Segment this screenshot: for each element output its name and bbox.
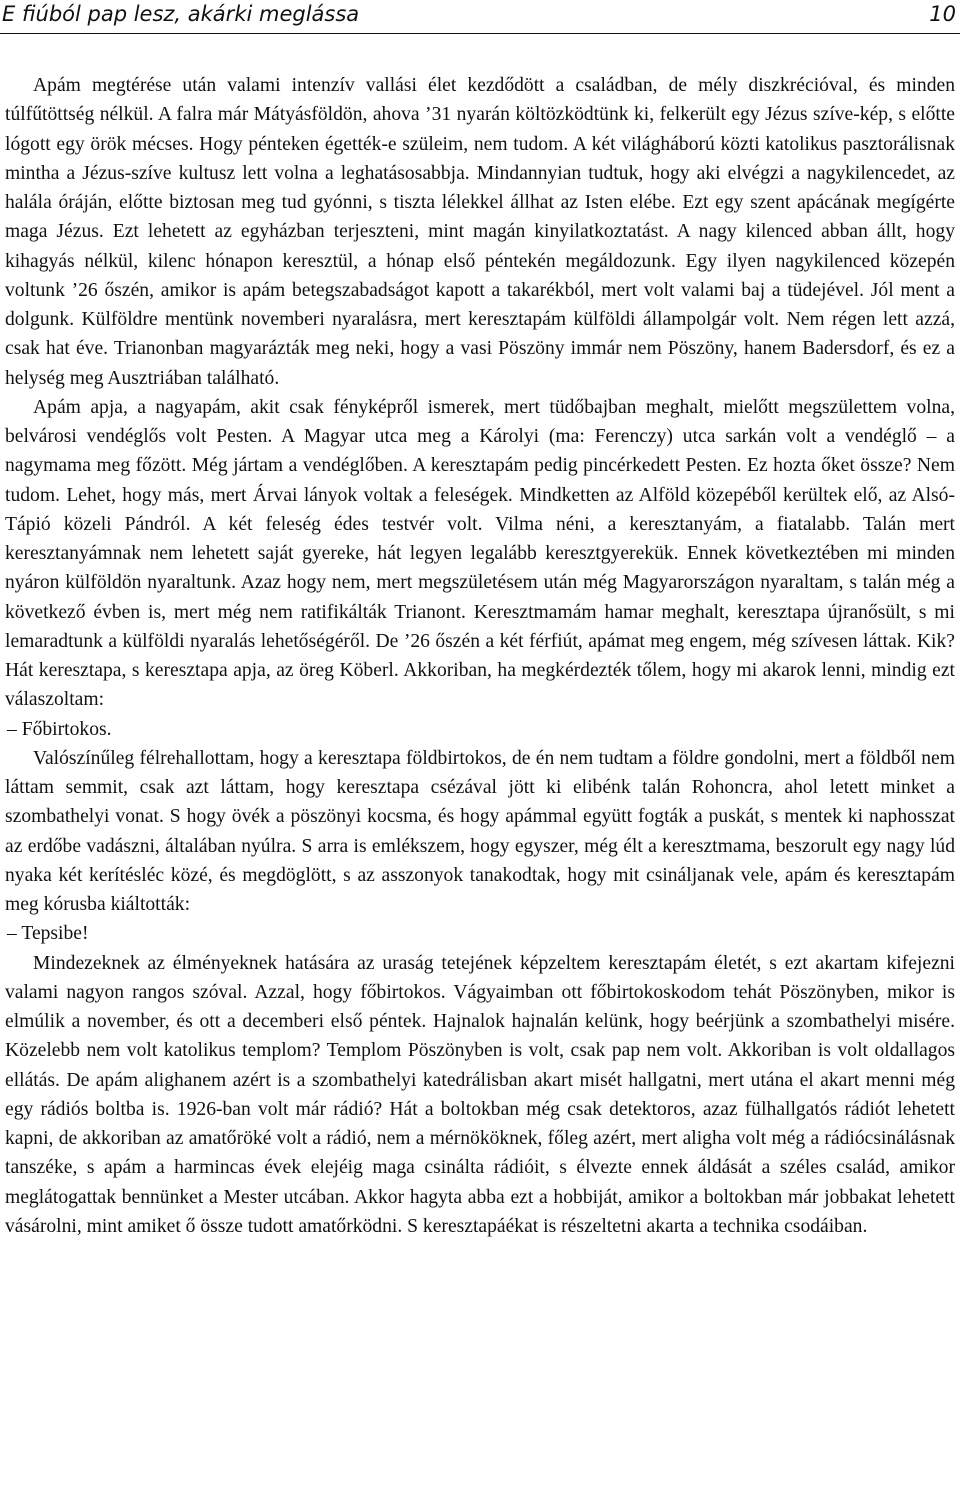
header-divider	[0, 33, 960, 34]
paragraph: Valószínűleg félrehallottam, hogy a keresztapa földbirtokos, de én nem tudtam a földre gondolni, mert a földből nem láttam semmit, csak azt láttam, hogy keresztapa csézával jött ki elibénk talán Rohoncra, ahol letett minket a szombathelyi vonat. S hogy övék a pöszönyi kocsma, és hogy apámmal együtt fogták a puskát, s mentek ki naphosszat az erdőbe vadászni, általában nyúlra. S arra is emlékszem, hogy egyszer, még élt a keresztmama, beszorult egy nagy lúd nyaka két kerítésléc közé, és megdöglött, s az asszonyok tanakodtak, hogy mit csináljanak vele, apám és keresztapám meg kórusba kiáltották:	[5, 747, 955, 915]
paragraph: Mindezeknek az élményeknek hatására az uraság tetejének képzeltem keresztapám életét, s ezt akartam kifejezni valami nagyon rangos szóval. Azzal, hogy főbirtokos. Vágyaimban ott főbirtokoskodom tehát Pöszönyben, mikor is elmúlik a november, és ott a decemberi első péntek. Hajnalok hajnalán kelünk, hogy beérjünk a szombathelyi misére. Közelebb nem volt katolikus templom? Templom Pöszönyben is volt, csak pap nem volt. Akkoriban is volt oldallagos ellátás. De apám alighanem azért is a szombathelyi katedrálisban akart misét hallgatni, mert utána el akart menni még egy rádiós boltba is. 1926-ban volt már rádió? Hát a boltokban még csak detektoros, azaz fülhallgatós rádiót lehetett kapni, de akkoriban az amatőröké volt a rádió, nem a mérnököknek, főleg azért, mert aligha volt még a rádiócsinálásnak tanszéke, s apám a harmincas évek elejéig maga csinálta rádióit, s élvezte ennek áldását a széles család, amikor meglátogattak bennünket a Mester utcában. Akkor hagyta abba ezt a hobbiját, amikor a boltokban már jobbakat lehetett vásárolni, mint amiket ő össze tudott amatőrködni. S keresztapáékat is részeltetni akarta a technika csodáiban.	[5, 952, 955, 1237]
page-number: 10	[929, 2, 956, 26]
paragraph: Apám apja, a nagyapám, akit csak fényképről ismerek, mert tüdőbajban meghalt, mielőtt megszülettem volna, belvárosi vendéglős volt Pesten. A Magyar utca meg a Károlyi (ma: Ferenczy) utca sarkán volt a vendéglő – a nagymama meg főzött. Még jártam a vendéglőben. A keresztapám pedig pincérkedett Pesten. Ez hozta őket össze? Nem tudom. Lehet, hogy más, mert Árvai lányok voltak a feleségek. Mindketten az Alföld közepéből kerültek elő, az Alsó-Tápió közeli Pándról. A két feleség édes testvér volt. Vilma néni, a keresztanyám, a fiatalabb. Talán mert keresztanyámnak nem lehetett saját gyereke, hát legyen legalább keresztgyerekük. Ennek következtében mi minden nyáron külföldön nyaraltunk. Azaz hogy nem, mert megszületésem után még Magyarországon nyaraltam, s talán még a következő évben is, mert még nem ratifikálták Trianont. Keresztmamám hamar meghalt, keresztapa újranősült, s mi lemaradtunk a külföldi nyaralás lehetőségéről. De ’26 őszén a két férfiút, apámat meg engem, még szívesen láttak. Kik? Hát keresztapa, s keresztapa apja, az öreg Köberl. Akkoriban, ha megkérdezték tőlem, hogy mi akarok lenni, mindig ezt válaszoltam:	[5, 396, 955, 711]
paragraph: Apám megtérése után valami intenzív vallási élet kezdődött a családban, de mély diszkrécióval, és minden túlfűtöttség nélkül. A falra már Mátyásföldön, ahova ’31 nyarán költözködtünk ki, felkerült egy Jézus szíve-kép, s előtte lógott egy örök mécses. Hogy pénteken égették-e szüleim, nem tudom. A két világháború közti katolikus pasztorálisnak mintha a Jézus-szíve kultusz lett volna a leghatásosabbja. Mindannyian tudtuk, hogy aki elvégzi a nagykilencedet, az halála óráján, előtte biztosan meg tud gyónni, s tiszta lélekkel állhat az Isten elébe. Ezt egy szent apácának megígérte maga Jézus. Ezt lehetett az egyházban terjeszteni, mint magán kinyilatkoztatást. A nagy kilenced abban állt, hogy kihagyás nélkül, kilenc hónapon keresztül, a hónap első péntekén megáldozunk. Egy ilyen nagykilenced közepén voltunk ’26 őszén, amikor is apám betegszabadságot kapott a takarékból, mert volt valami baj a tüdejével. Jól ment a dolgunk. Külföldre mentünk novemberi nyaralásra, mert keresztapám külföldi állampolgár volt. Nem régen lett azzá, csak hat éve. Trianonban magyarázták meg neki, hogy a vasi Pöszöny immár nem Pöszöny, hanem Badersdorf, és ez a helység meg Ausztriában található.	[5, 75, 955, 389]
body-text	[5, 71, 955, 1241]
header-title: E fiúból pap lesz, akárki meglássa	[2, 2, 360, 26]
dialogue-line: – Tepsibe!	[7, 923, 89, 945]
running-header	[0, 0, 960, 34]
dialogue-line: – Főbirtokos.	[7, 718, 112, 740]
